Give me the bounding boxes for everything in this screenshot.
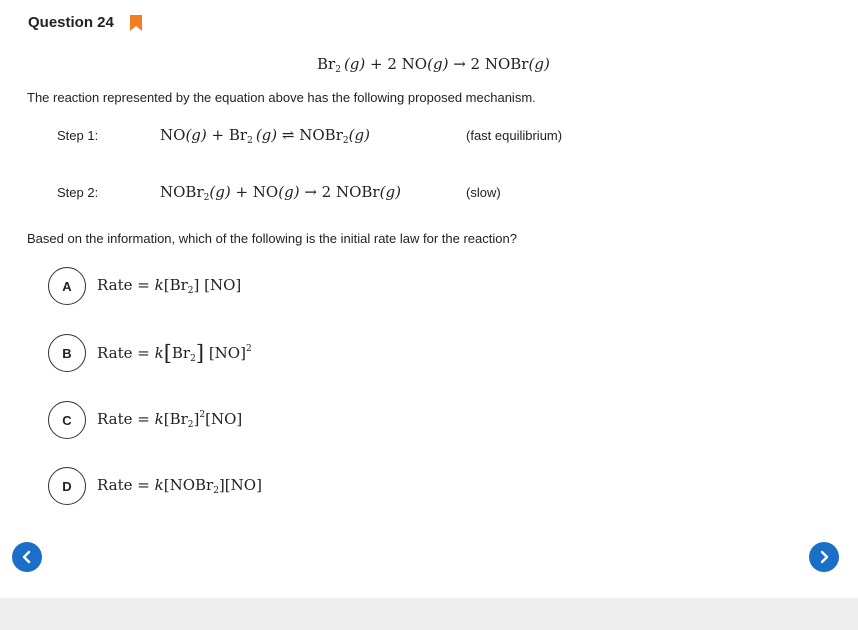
step-1-equation: $NO(g) + Br_2$ (g) ⇌ NOBr$_2$(g) <box>160 126 370 146</box>
footer-bar <box>0 598 858 630</box>
next-button[interactable] <box>809 542 839 572</box>
step-1-note: (fast equilibrium) <box>466 128 563 143</box>
previous-button[interactable] <box>12 542 42 572</box>
option-a-equation: Rate = $k[Br_2]$ [NO] <box>97 276 242 296</box>
question-title: Question 24 <box>28 14 114 31</box>
question-header <box>28 14 142 31</box>
step-2-label: Step 2: <box>57 185 99 200</box>
option-b-equation: Rate = $k[Br_2]$ [NO]$^2$ <box>97 341 252 365</box>
question-text: Based on the information, which of the following is the initial rate law for the reaction? <box>27 231 517 246</box>
chevron-left-icon <box>20 550 34 564</box>
option-b[interactable] <box>48 334 252 372</box>
option-d-letter[interactable]: D <box>48 467 86 505</box>
step-2-note: (slow) <box>466 185 501 200</box>
step-2-equation: NOBr$_2$(g) + NO(g) → 2 NOBr(g) <box>160 183 401 203</box>
bookmark-icon[interactable] <box>130 15 142 31</box>
step-1-label: Step 1: <box>57 128 99 143</box>
option-a[interactable] <box>48 267 241 305</box>
intro-text: The reaction represented by the equation above has the following proposed mechanism. <box>27 90 536 105</box>
chevron-right-icon <box>817 550 831 564</box>
option-d-equation: Rate = k[NOBr$_2$][NO] <box>97 476 262 496</box>
option-d[interactable] <box>48 467 262 505</box>
option-c-letter[interactable]: C <box>48 401 86 439</box>
option-a-letter[interactable]: A <box>48 267 86 305</box>
option-b-letter[interactable]: B <box>48 334 86 372</box>
main-equation: $Br_2$ (g) + 2 NO(g) → 2 NOBr(g) <box>317 55 550 75</box>
option-c-equation: Rate = $k[Br_2]^2[NO]$ <box>97 410 243 430</box>
option-c[interactable] <box>48 401 242 439</box>
